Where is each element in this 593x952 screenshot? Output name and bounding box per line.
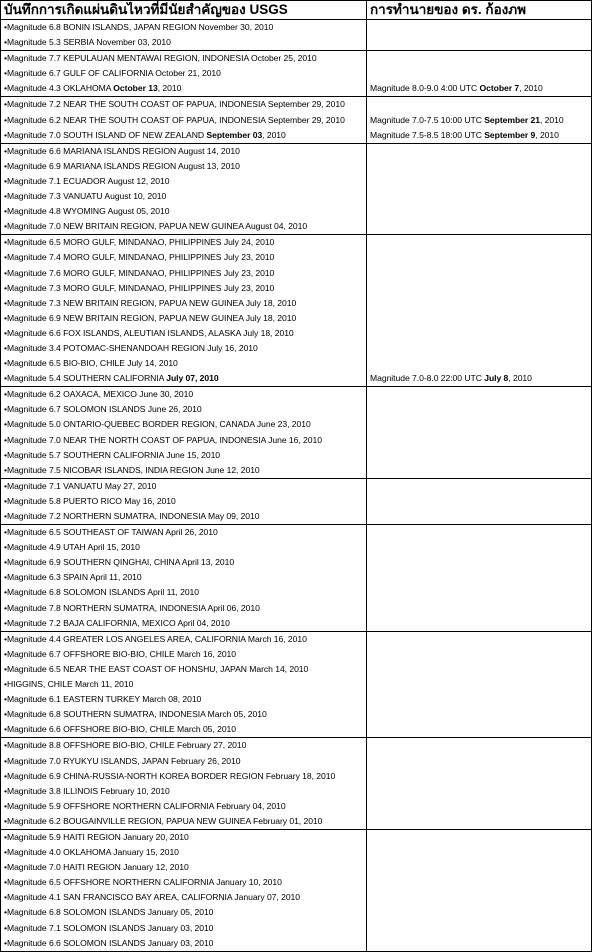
prediction-entry-tail: , 2010: [519, 83, 543, 94]
earthquake-event-text: •Magnitude 7.2 NEAR THE SOUTH COAST OF PAPUA, INDONESIA September 29, 2010: [4, 99, 345, 110]
earthquake-event: [1, 128, 366, 143]
earthquake-event: [1, 601, 366, 616]
prediction-cell: [367, 143, 592, 235]
prediction-entry-tail: , 2010: [539, 114, 564, 125]
earthquake-event: [1, 784, 366, 799]
prediction-cell: [367, 478, 592, 524]
earthquake-event-text: •Magnitude 4.1 SAN FRANCISCO BAY AREA, CALIFORNIA January 07, 2010: [4, 892, 301, 903]
earthquake-event: [1, 647, 366, 662]
prediction-entry-text: Magnitude 7.5-8.5 18:00 UTC: [370, 129, 485, 140]
earthquake-event-text: •Magnitude 5.9 HAITI REGION January 20, 2010: [4, 831, 189, 842]
earthquake-event-text: •Magnitude 6.3 SPAIN April 11, 2010: [4, 572, 142, 583]
earthquake-event: [1, 525, 366, 540]
prediction-cell: [367, 20, 592, 51]
earthquake-event: [1, 860, 366, 875]
earthquake-event-text: •Magnitude 7.0 NEAR THE NORTH COAST OF PAPUA, INDONESIA June 16, 2010: [4, 434, 322, 445]
earthquake-event: [1, 754, 366, 769]
prediction-entry-bold-date: September 9: [484, 129, 536, 140]
earthquake-event: [1, 417, 366, 432]
month-group-row: [1, 478, 592, 524]
earthquake-event: [1, 555, 366, 570]
prediction-cell: [367, 51, 592, 97]
earthquake-event: [1, 540, 366, 555]
earthquake-event-text: •Magnitude 7.0 NEW BRITAIN REGION, PAPUA NEW GUINEA August 04, 2010: [4, 221, 308, 232]
earthquake-event: [1, 921, 366, 936]
prediction-entry: [370, 81, 591, 96]
earthquake-event-text: •Magnitude 7.3 NEW BRITAIN REGION, PAPUA NEW GUINEA July 18, 2010: [4, 297, 297, 308]
earthquake-event: [1, 204, 366, 219]
earthquake-event-text: •Magnitude 5.8 PUERTO RICO May 16, 2010: [4, 495, 176, 506]
header-row: [1, 1, 592, 20]
earthquake-event: [1, 66, 366, 81]
prediction-entry-tail: , 2010: [508, 373, 532, 384]
earthquake-event: [1, 402, 366, 417]
earthquake-event: [1, 189, 366, 204]
earthquake-event-text: •Magnitude 6.1 EASTERN TURKEY March 08, 2010: [4, 694, 202, 705]
earthquake-event-text: •Magnitude 7.1 SOLOMON ISLANDS January 03, 2010: [4, 922, 214, 933]
month-group-row: [1, 97, 592, 143]
earthquake-event: [1, 144, 366, 159]
earthquake-event: [1, 936, 366, 951]
prediction-entry-bold-date: July 8: [484, 373, 509, 384]
earthquake-event: [1, 494, 366, 509]
earthquake-event: [1, 769, 366, 784]
earthquake-event: [1, 692, 366, 707]
earthquake-event: [1, 81, 366, 96]
earthquake-event: [1, 905, 366, 920]
usgs-events-cell: [1, 631, 367, 738]
earthquake-event-text: •Magnitude 4.8 WYOMING August 05, 2010: [4, 206, 170, 217]
earthquake-event-text: •Magnitude 5.3 SERBIA November 03, 2010: [4, 37, 171, 48]
earthquake-event-text: •Magnitude 5.7 SOUTHERN CALIFORNIA June 15, 2010: [4, 449, 221, 460]
earthquake-event-text: •Magnitude 6.6 OFFSHORE BIO-BIO, CHILE March 05, 2010: [4, 724, 237, 735]
earthquake-event-text: •Magnitude 7.8 NORTHERN SUMATRA, INDONESIA April 06, 2010: [4, 602, 260, 613]
prediction-entry: [370, 371, 591, 386]
earthquake-event: [1, 875, 366, 890]
earthquake-event: [1, 585, 366, 600]
earthquake-event: [1, 738, 366, 753]
earthquake-event: [1, 174, 366, 189]
prediction-entry: [370, 128, 591, 143]
earthquake-event: [1, 35, 366, 50]
month-group-row: [1, 738, 592, 830]
month-group-row: [1, 387, 592, 479]
earthquake-event-text: •Magnitude 5.9 OFFSHORE NORTHERN CALIFORNIA February 04, 2010: [4, 800, 286, 811]
prediction-cell: [367, 387, 592, 479]
usgs-events-cell: [1, 478, 367, 524]
earthquake-event: [1, 433, 366, 448]
prediction-entry-tail: , 2010: [535, 129, 559, 140]
earthquake-event-text: •Magnitude 7.0 RYUKYU ISLANDS, JAPAN February 26, 2010: [4, 755, 241, 766]
earthquake-event-text: •Magnitude 7.0 SOUTH ISLAND OF NEW ZEALAND: [4, 129, 207, 140]
earthquake-event-text: •Magnitude 7.7 KEPULAUAN MENTAWAI REGION, INDONESIA October 25, 2010: [4, 53, 317, 64]
earthquake-event-text: •Magnitude 7.2 NORTHERN SUMATRA, INDONESIA May 09, 2010: [4, 511, 260, 521]
usgs-events-cell: [1, 829, 367, 951]
usgs-records-header: บันทึกการเกิดแผ่นดินไหวที่มีนัยสำคัญของ USGS: [1, 1, 367, 20]
earthquake-event-text: •Magnitude 7.4 MORO GULF, MINDANAO, PHILIPPINES July 23, 2010: [4, 252, 275, 263]
earthquake-event-text: •Magnitude 6.5 NEAR THE EAST COAST OF HONSHU, JAPAN March 14, 2010: [4, 663, 309, 674]
prediction-cell: [367, 829, 592, 951]
earthquake-event: [1, 570, 366, 585]
earthquake-event-text: •Magnitude 7.1 ECUADOR August 12, 2010: [4, 175, 170, 186]
earthquake-event-text: •Magnitude 6.6 SOLOMON ISLANDS January 03, 2010: [4, 937, 214, 948]
month-group-row: [1, 525, 592, 632]
earthquake-event-text: •Magnitude 6.2 NEAR THE SOUTH COAST OF PAPUA, INDONESIA September 29, 2010: [4, 114, 345, 125]
earthquake-event: [1, 632, 366, 647]
earthquake-event: [1, 463, 366, 478]
earthquake-event: [1, 799, 366, 814]
earthquake-event-text: •Magnitude 8.8 OFFSHORE BIO-BIO, CHILE February 27, 2010: [4, 740, 247, 751]
earthquake-event-text: •Magnitude 7.0 HAITI REGION January 12, 2010: [4, 862, 189, 873]
earthquake-event: [1, 707, 366, 722]
earthquake-event-text: •Magnitude 3.8 ILLINOIS February 10, 2010: [4, 785, 170, 796]
earthquake-event: [1, 97, 366, 112]
earthquake-event: [1, 250, 366, 265]
earthquake-event: [1, 662, 366, 677]
earthquake-event: [1, 356, 366, 371]
earthquake-event: [1, 509, 366, 524]
earthquake-event: [1, 113, 366, 128]
prediction-cell: [367, 738, 592, 830]
prediction-entry-bold-date: October 7: [479, 83, 520, 94]
earthquake-event-text: •Magnitude 6.9 SOUTHERN QINGHAI, CHINA April 13, 2010: [4, 557, 235, 568]
earthquake-event-text: •Magnitude 6.2 BOUGAINVILLE REGION, PAPUA NEW GUINEA February 01, 2010: [4, 815, 323, 826]
prediction-cell: [367, 97, 592, 143]
earthquake-event-text: •HIGGINS, CHILE March 11, 2010: [4, 679, 134, 690]
earthquake-event-text: •Magnitude 6.5 MORO GULF, MINDANAO, PHILIPPINES July 24, 2010: [4, 237, 275, 248]
prediction-cell: [367, 525, 592, 632]
usgs-events-cell: [1, 387, 367, 479]
earthquake-event-text: •Magnitude 6.8 SOLOMON ISLANDS January 05, 2010: [4, 907, 214, 918]
earthquake-event: [1, 814, 366, 829]
usgs-events-cell: [1, 143, 367, 235]
earthquake-event: [1, 845, 366, 860]
prediction-entry-text: Magnitude 7.0-7.5 10:00 UTC: [370, 114, 485, 125]
earthquake-event-text: •Magnitude 6.6 FOX ISLANDS, ALEUTIAN ISLANDS, ALASKA July 18, 2010: [4, 327, 294, 338]
earthquake-event-text: •Magnitude 7.1 VANUATU May 27, 2010: [4, 480, 157, 491]
earthquake-event-text: •Magnitude 7.5 NICOBAR ISLANDS, INDIA REGION June 12, 2010: [4, 464, 260, 475]
earthquake-event: [1, 387, 366, 402]
earthquake-event: [1, 281, 366, 296]
earthquake-event: [1, 616, 366, 631]
table-body: [1, 20, 592, 952]
earthquake-event-text: •Magnitude 6.7 GULF OF CALIFORNIA October 21, 2010: [4, 68, 221, 79]
earthquake-event-text: •Magnitude 6.7 OFFSHORE BIO-BIO, CHILE March 16, 2010: [4, 648, 237, 659]
earthquake-event-text: •Magnitude 4.0 OKLAHOMA January 15, 2010: [4, 847, 179, 858]
month-group-row: [1, 51, 592, 97]
earthquake-event: [1, 51, 366, 66]
earthquake-event-text: •Magnitude 6.6 MARIANA ISLANDS REGION August 14, 2010: [4, 145, 240, 156]
prediction-entry-text: Magnitude 7.0-8.0 22:00 UTC: [370, 373, 485, 384]
earthquake-event-text: •Magnitude 6.5 BIO-BIO, CHILE July 14, 2010: [4, 358, 178, 369]
prediction-entry-bold-date: September 21: [484, 114, 540, 125]
earthquake-event-text: •Magnitude 6.9 MARIANA ISLANDS REGION August 13, 2010: [4, 160, 240, 171]
usgs-events-cell: [1, 525, 367, 632]
earthquake-event-bold-date: September 03: [206, 129, 263, 140]
earthquake-event: [1, 371, 366, 386]
month-group-row: [1, 235, 592, 387]
prediction-cell: [367, 631, 592, 738]
usgs-events-cell: [1, 738, 367, 830]
earthquake-event-text: •Magnitude 5.4 SOUTHERN CALIFORNIA: [4, 373, 167, 384]
prediction-header: การทำนายของ ดร. ก้องภพ: [367, 1, 592, 20]
earthquake-event-text: •Magnitude 6.5 OFFSHORE NORTHERN CALIFORNIA January 10, 2010: [4, 877, 282, 888]
earthquake-event: [1, 311, 366, 326]
earthquake-event: [1, 830, 366, 845]
earthquake-event: [1, 722, 366, 737]
earthquake-event-text: •Magnitude 4.4 GREATER LOS ANGELES AREA, CALIFORNIA March 16, 2010: [4, 633, 307, 644]
earthquake-event-bold-date: July 07, 2010: [166, 373, 219, 384]
month-group-row: [1, 143, 592, 235]
month-group-row: [1, 631, 592, 738]
earthquake-event: [1, 20, 366, 35]
earthquake-event-text: •Magnitude 6.8 BONIN ISLANDS, JAPAN REGION November 30, 2010: [4, 22, 274, 32]
earthquake-event: [1, 266, 366, 281]
earthquake-event: [1, 159, 366, 174]
earthquake-event-text: •Magnitude 4.9 UTAH April 15, 2010: [4, 542, 140, 553]
earthquake-event-text: •Magnitude 7.3 MORO GULF, MINDANAO, PHILIPPINES July 23, 2010: [4, 282, 275, 293]
usgs-events-cell: [1, 235, 367, 387]
earthquake-event-text: •Magnitude 6.5 SOUTHEAST OF TAIWAN April 26, 2010: [4, 527, 218, 538]
prediction-entry: [370, 113, 591, 128]
usgs-events-cell: [1, 20, 367, 51]
earthquake-event-text: •Magnitude 6.2 OAXACA, MEXICO June 30, 2010: [4, 389, 194, 400]
earthquake-event-text: •Magnitude 7.2 BAJA CALIFORNIA, MEXICO April 04, 2010: [4, 617, 230, 628]
earthquake-event: [1, 890, 366, 905]
earthquake-event-text: •Magnitude 4.3 OKLAHOMA: [4, 83, 114, 94]
earthquake-event-text: •Magnitude 5.0 ONTARIO-QUEBEC BORDER REGION, CANADA June 23, 2010: [4, 419, 311, 430]
earthquake-event-bold-date: October 13: [113, 83, 158, 94]
earthquake-event-text: •Magnitude 6.9 CHINA-RUSSIA-NORTH KOREA BORDER REGION February 18, 2010: [4, 770, 336, 781]
earthquake-event: [1, 479, 366, 494]
earthquake-event: [1, 219, 366, 234]
earthquake-event: [1, 448, 366, 463]
earthquake-event: [1, 341, 366, 356]
earthquake-event: [1, 296, 366, 311]
earthquake-event-text: •Magnitude 7.6 MORO GULF, MINDANAO, PHILIPPINES July 23, 2010: [4, 267, 275, 278]
prediction-entry-text: Magnitude 8.0-9.0 4:00 UTC: [370, 83, 480, 94]
usgs-events-cell: [1, 51, 367, 97]
month-group-row: [1, 829, 592, 951]
earthquake-event-tail: , 2010: [262, 129, 286, 140]
earthquake-event-tail: , 2010: [157, 83, 182, 94]
earthquake-event-text: •Magnitude 6.9 NEW BRITAIN REGION, PAPUA NEW GUINEA July 18, 2010: [4, 312, 297, 323]
earthquake-event: [1, 677, 366, 692]
earthquake-event-text: •Magnitude 6.7 SOLOMON ISLANDS June 26, 2010: [4, 404, 202, 415]
earthquake-event: [1, 235, 366, 250]
earthquake-event-text: •Magnitude 3.4 POTOMAC-SHENANDOAH REGION July 16, 2010: [4, 342, 258, 353]
month-group-row: [1, 20, 592, 51]
earthquake-event-text: •Magnitude 7.3 VANUATU August 10, 2010: [4, 191, 167, 202]
earthquake-event: [1, 326, 366, 341]
earthquake-event-text: •Magnitude 6.8 SOUTHERN SUMATRA, INDONESIA March 05, 2010: [4, 709, 267, 720]
usgs-events-cell: [1, 97, 367, 143]
earthquake-event-text: •Magnitude 6.8 SOLOMON ISLANDS April 11, 2010: [4, 587, 200, 598]
prediction-cell: [367, 235, 592, 387]
